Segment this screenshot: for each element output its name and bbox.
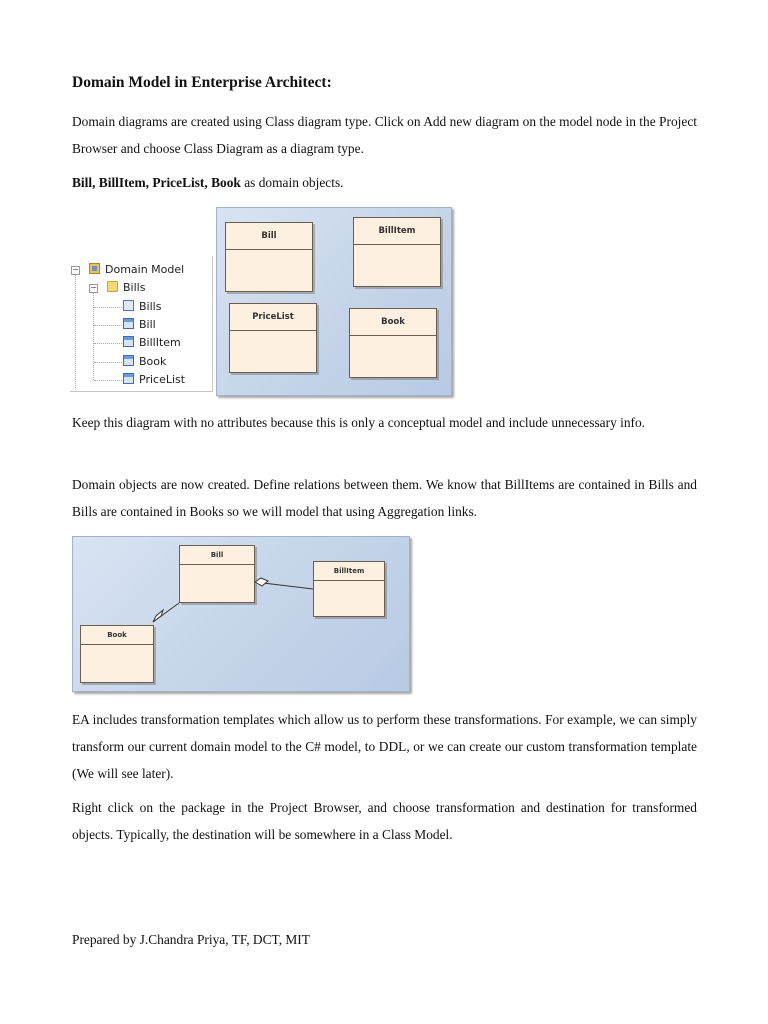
- tree-node-domain-model[interactable]: [89, 262, 184, 278]
- tree-node-pricelist[interactable]: [123, 372, 185, 388]
- tree-node-label: BillItem: [139, 336, 181, 349]
- class-box-book[interactable]: [349, 308, 437, 378]
- class-diagram-domain-objects: [216, 207, 452, 396]
- aggregation-diamond: [255, 578, 268, 586]
- collapse-icon[interactable]: −: [90, 283, 97, 292]
- domain-objects-list: Bill, BillItem, PriceList, Book: [72, 175, 241, 190]
- class-icon: [123, 336, 134, 347]
- footer-author: Prepared by J.Chandra Priya, TF, DCT, MIT: [72, 932, 310, 947]
- class-name: Bill: [180, 546, 254, 565]
- class-icon: [123, 318, 134, 329]
- tree-node-billitem[interactable]: [123, 335, 181, 351]
- paragraph-domain-objects: [72, 169, 697, 196]
- class-box-billitem[interactable]: [353, 217, 441, 287]
- collapse-icon[interactable]: −: [72, 265, 79, 274]
- paragraph-no-attributes: Keep this diagram with no attributes because this is only a conceptual model and include unnecessary info.: [72, 415, 646, 430]
- tree-node-label: Bills: [123, 281, 146, 294]
- tree-node-book[interactable]: [123, 354, 166, 370]
- class-box-pricelist[interactable]: [229, 303, 317, 373]
- class-diagram-aggregation: [72, 536, 410, 692]
- page-title: Domain Model in Enterprise Architect:: [72, 74, 332, 91]
- tree-node-label: Book: [139, 355, 167, 368]
- class-icon: [123, 373, 134, 384]
- folder-icon: [107, 281, 118, 292]
- paragraph-right-click: Right click on the package in the Project Browser, and choose transformation and destination for transformed objects. Typically, the destination will be somewhere in a Class Model.: [72, 800, 697, 842]
- tree-node-label: Domain Model: [105, 263, 185, 276]
- class-icon: [123, 355, 134, 366]
- tree-node-label: Bill: [139, 318, 156, 331]
- class-name: Book: [81, 626, 153, 645]
- tree-node-label: PriceList: [139, 373, 186, 386]
- class-name: Book: [350, 309, 436, 336]
- class-diagram-icon: [123, 300, 134, 311]
- paragraph-transformation-templates: EA includes transformation templates which allow us to perform these transformations. For example, we can simply transform our current domain model to the C# model, to DDL, or we can create our custom transformation template (We will see later).: [72, 712, 697, 781]
- tree-node-bill[interactable]: [123, 317, 156, 333]
- aggregation-diamond: [153, 610, 163, 622]
- class-box-billitem[interactable]: [313, 561, 385, 617]
- paragraph-relations: Domain objects are now created. Define relations between them. We know that BillItems are contained in Bills and Bills are contained in Books so we will model that using Aggregation links.: [72, 477, 697, 519]
- class-box-bill[interactable]: [225, 222, 313, 292]
- tree-node-bills-diagram[interactable]: [123, 299, 161, 315]
- class-box-bill[interactable]: [179, 545, 255, 603]
- class-name: BillItem: [354, 218, 440, 245]
- class-name: Bill: [226, 223, 312, 250]
- domain-objects-suffix: as domain objects.: [240, 175, 344, 190]
- paragraph-intro: Domain diagrams are created using Class diagram type. Click on Add new diagram on the model node in the Project Browser and choose Class Diagram as a diagram type.: [72, 114, 697, 156]
- class-box-book[interactable]: [80, 625, 154, 683]
- class-name: BillItem: [314, 562, 384, 581]
- class-name: PriceList: [230, 304, 316, 331]
- project-browser-tree: [70, 256, 213, 392]
- tree-node-label: Bills: [139, 300, 162, 313]
- tree-node-bills-folder[interactable]: [107, 280, 145, 296]
- package-icon: [89, 263, 100, 274]
